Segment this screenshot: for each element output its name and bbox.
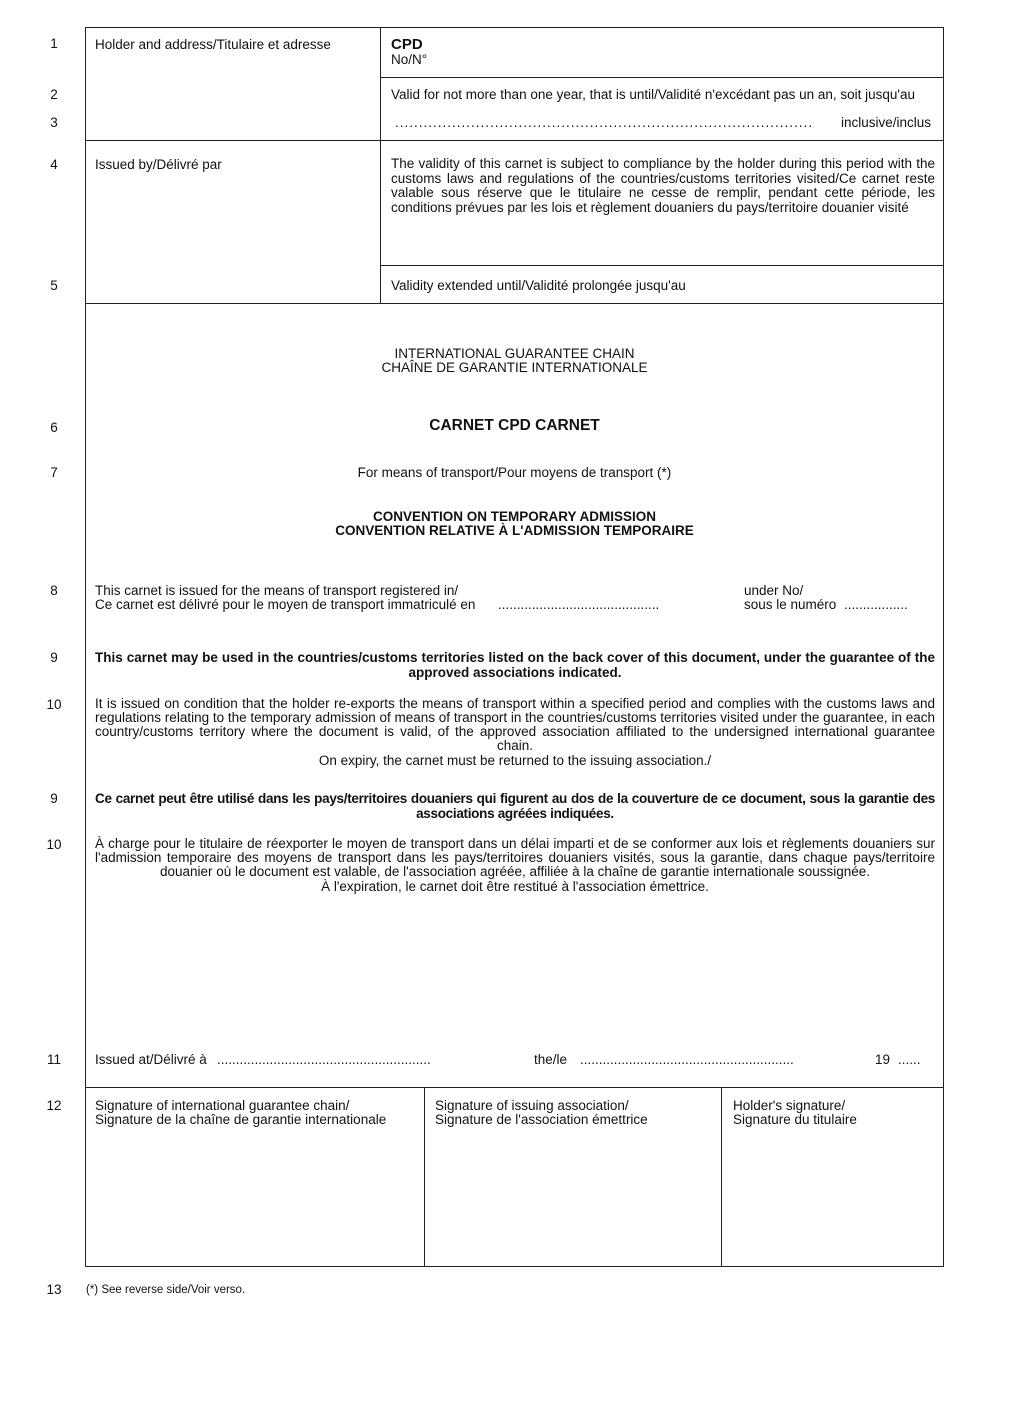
cpd-title: CPD (391, 36, 423, 53)
countries-usage-paragraph-en: This carnet may be used in the countries/customs territories listed on the back cover of this document, under the guarantee of the approved associations indicated. (95, 650, 935, 680)
divider-row4-right (380, 265, 944, 266)
row-number-12: 12 (46, 1098, 62, 1113)
guarantee-chain-heading-fr: CHAÎNE DE GARANTIE INTERNATIONALE (381, 360, 648, 375)
registered-in-label-en: This carnet is issued for the means of transport registered in/ (95, 583, 459, 598)
under-number-dots: ................. (844, 597, 908, 612)
signature-guarantee-chain-label-en: Signature of international guarantee chain/ (95, 1098, 350, 1113)
inclusive-date-dots: ........................................................................................ (395, 115, 814, 130)
issued-by-label: Issued by/Délivré par (95, 157, 222, 172)
conditions-paragraph-en: It is issued on condition that the holder re-exports the means of transport within a specified period and complies with the customs laws and regulations relating to the temporary admission of means of transport in the countries/customs territories visited under the guarantee, in each country/customs territory where the document is valid, of the approved association affiliated to the undersigned international guarantee chain. (95, 696, 935, 753)
divider-signatures (85, 1087, 944, 1088)
countries-usage-paragraph-fr: Ce carnet peut être utilisé dans les pays/territoires douaniers qui figurent au dos de la couverture de ce document, sous la garantie des associations agréées indiquées. (95, 791, 935, 821)
divider-row3 (85, 140, 944, 141)
row-number-6: 6 (50, 420, 58, 435)
footnote: (*) See reverse side/Voir verso. (86, 1284, 246, 1296)
carnet-title: CARNET CPD CARNET (429, 417, 600, 434)
validity-conditions-text: The validity of this carnet is subject to compliance by the holder during this period with the customs laws and regulations of the countries/customs territories visited/Ce carnet reste valable sous réserve que le titulaire ne cesse de remplir, pendant cette période, les conditions prévues par les lois et règlement douaniers du pays/territoire douanier visité (391, 156, 935, 215)
row-number-10-en: 10 (46, 697, 62, 712)
means-of-transport-text: For means of transport/Pour moyens de transport (*) (357, 465, 672, 480)
under-number-label-fr: sous le numéro (744, 597, 837, 612)
divider-row1-right (380, 77, 944, 78)
inclusive-label: inclusive/inclus (841, 115, 932, 130)
convention-heading-en: CONVENTION ON TEMPORARY ADMISSION (372, 509, 657, 524)
registered-in-dots: ........................................... (498, 597, 660, 612)
signature-issuing-association-label-en: Signature of issuing association/ (435, 1098, 629, 1113)
carnet-number-label: No/N° (391, 52, 428, 67)
conditions-paragraph-fr: À charge pour le titulaire de réexporter le moyen de transport dans un délai imparti et de se conformer aux lois et règlements douaniers sur l'admission temporaire des moyens de transport dans les pays/territoires douaniers visités, sous la garantie, dans chaque pays/territoire douanier où le document est valable, de l'association agréée, affiliée à la chaîne de garantie internationale soussignée. (95, 836, 935, 879)
date-dots: ......................................................... (580, 1052, 794, 1067)
registered-in-label-fr: Ce carnet est délivré pour le moyen de transport immatriculé en (95, 597, 476, 612)
convention-heading-fr: CONVENTION RELATIVE À L'ADMISSION TEMPORAIRE (335, 523, 694, 538)
row-number-11: 11 (46, 1052, 61, 1067)
signature-issuing-association-label-fr: Signature de l'association émettrice (435, 1112, 648, 1127)
holder-signature-label-en: Holder's signature/ (733, 1098, 846, 1113)
row-number-10-fr: 10 (46, 837, 62, 852)
row-number-9-en: 9 (50, 650, 58, 665)
validity-period-text: Valid for not more than one year, that is until/Validité n'excédant pas un an, soit jusqu'au (391, 87, 915, 102)
year-dots: ...... (898, 1052, 921, 1067)
signature-guarantee-chain-label-fr: Signature de la chaîne de garantie internationale (95, 1112, 387, 1127)
issued-at-dots: ......................................................... (217, 1052, 431, 1067)
signature-divider-1 (424, 1087, 425, 1267)
issued-at-label: Issued at/Délivré à (95, 1052, 207, 1067)
row-number-4: 4 (50, 157, 58, 172)
guarantee-chain-heading-en: INTERNATIONAL GUARANTEE CHAIN (394, 346, 635, 361)
row-number-5: 5 (50, 278, 58, 293)
divider-row5 (85, 303, 944, 304)
row-number-3: 3 (50, 115, 58, 130)
expiry-return-text-fr: À l'expiration, le carnet doit être restitué à l'association émettrice. (321, 879, 709, 894)
year-label: 19 (875, 1052, 891, 1067)
header-divider-vertical (380, 27, 381, 303)
row-number-13: 13 (46, 1282, 62, 1297)
signature-divider-2 (721, 1087, 722, 1267)
row-number-8: 8 (50, 583, 58, 598)
validity-extended-label: Validity extended until/Validité prolongée jusqu'au (391, 278, 686, 293)
holder-address-label: Holder and address/Titulaire et adresse (95, 37, 331, 52)
row-number-9-fr: 9 (50, 791, 58, 806)
date-label: the/le (534, 1052, 568, 1067)
row-number-2: 2 (50, 87, 58, 102)
expiry-return-text-en: On expiry, the carnet must be returned to the issuing association./ (318, 753, 712, 768)
holder-signature-label-fr: Signature du titulaire (733, 1112, 857, 1127)
under-number-label-en: under No/ (744, 583, 804, 598)
row-number-7: 7 (50, 465, 58, 480)
row-number-1: 1 (50, 36, 58, 51)
